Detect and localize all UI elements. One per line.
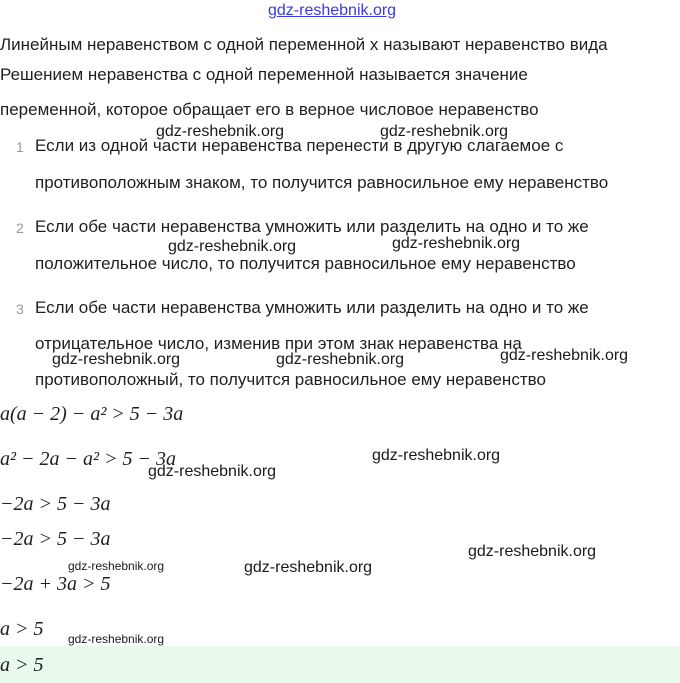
rule-number: 3 [16,301,24,317]
watermark: gdz-reshebnik.org [372,447,501,464]
final-answer: a > 5 [0,654,44,676]
rule-3-line-2: отрицательное число, изменив при этом знак неравенства на [35,334,522,353]
watermark: gdz-reshebnik.org [468,543,597,560]
watermark: gdz-reshebnik.org [52,351,181,368]
top-watermark-link[interactable]: gdz-reshebnik.org [268,2,397,19]
rule-1-line-1: Если из одной части неравенства перенести в другую слагаемое с [35,136,564,155]
watermark: gdz-reshebnik.org [68,632,165,646]
watermark: gdz-reshebnik.org [156,123,285,140]
watermark: gdz-reshebnik.org [500,347,629,364]
intro-line-1: Линейным неравенством с одной переменной x называют неравенство вида [0,35,608,54]
watermark: gdz-reshebnik.org [148,463,277,480]
watermark: gdz-reshebnik.org [380,123,509,140]
rule-2-line-1: Если обе части неравенства умножить или разделить на одно и то же [35,217,589,236]
intro-line-2: Решением неравенства с одной переменной называется значение [0,65,528,84]
solution-step: a(a − 2) − a² > 5 − 3a [0,403,184,425]
solution-step: a² − 2a − a² > 5 − 3a [0,448,176,470]
rule-3-line-1: Если обе части неравенства умножить или разделить на одно и то же [35,298,589,317]
watermark: gdz-reshebnik.org [392,235,521,252]
solution-step: −2a + 3a > 5 [0,573,111,595]
watermark: gdz-reshebnik.org [68,559,165,573]
watermark: gdz-reshebnik.org [276,351,405,368]
rule-1-line-2: противоположным знаком, то получится равносильное ему неравенство [35,173,609,192]
answer-highlight [0,646,680,683]
rule-3-line-3: противоположный, то получится равносильное ему неравенство [35,370,546,389]
solution-step: −2a > 5 − 3a [0,528,111,550]
watermark: gdz-reshebnik.org [244,559,373,576]
watermark: gdz-reshebnik.org [168,238,297,255]
rule-number: 2 [16,220,24,236]
rule-number: 1 [16,139,24,155]
intro-line-3: переменной, которое обращает его в верное числовое неравенство [0,100,539,119]
solution-step: −2a > 5 − 3a [0,493,111,515]
solution-step: a > 5 [0,618,44,640]
rule-2-line-2: положительное число, то получится равносильное ему неравенство [35,254,576,273]
